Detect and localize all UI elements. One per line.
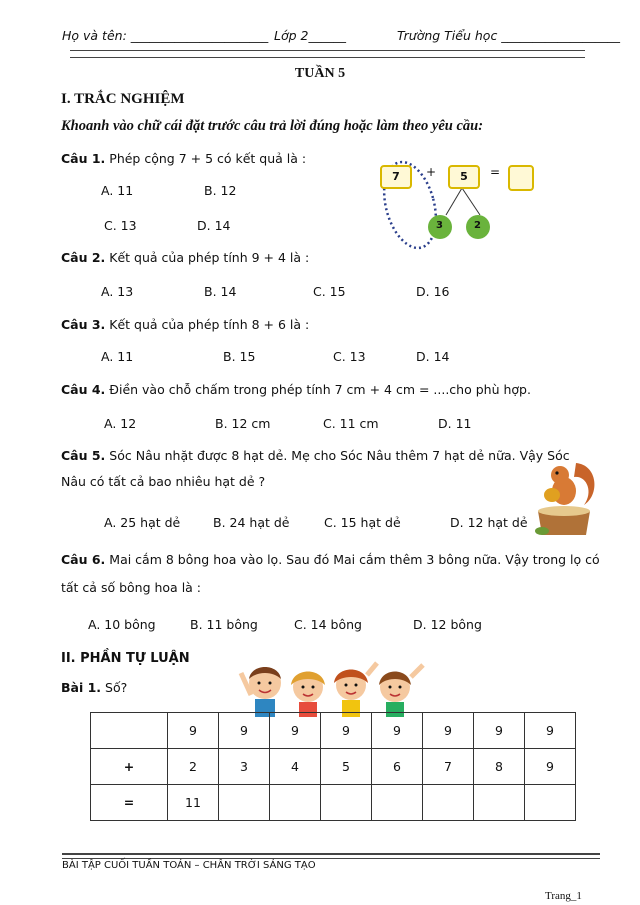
table-cell: 9 xyxy=(525,713,576,749)
section2-title: II. PHẦN TỰ LUẬN xyxy=(61,651,190,666)
equals-sign: = xyxy=(490,165,501,179)
answer-cell[interactable] xyxy=(270,785,321,821)
q6-option-d[interactable]: D. 12 bông xyxy=(413,617,482,632)
question-label: Câu 6. xyxy=(61,552,106,567)
plus-row-header: + xyxy=(91,749,168,785)
answer-cell[interactable] xyxy=(219,785,270,821)
answer-cell[interactable] xyxy=(474,785,525,821)
table-cell: 6 xyxy=(372,749,423,785)
class-field-label: Lớp 2______ xyxy=(273,28,346,43)
school-field-label: Trường Tiểu học ___________________ xyxy=(396,28,621,43)
plus-sign: + xyxy=(426,165,437,179)
question-text: Mai cắm 8 bông hoa vào lọ. Sau đó Mai cắm thêm 3 bông nữa. Vậy trong lọ có xyxy=(105,552,600,567)
q5-option-d[interactable]: D. 12 hạt dẻ xyxy=(450,515,528,530)
table-cell: 2 xyxy=(168,749,219,785)
children-illustration xyxy=(233,655,433,717)
question-label: Câu 5. xyxy=(61,448,106,463)
table-cell: 3 xyxy=(219,749,270,785)
table-cell: 5 xyxy=(321,749,372,785)
q3-option-b[interactable]: B. 15 xyxy=(223,349,256,364)
question-text: Kết quả của phép tính 9 + 4 là : xyxy=(105,250,310,265)
split-circle-3: 3 xyxy=(436,220,443,231)
table-cell: 9 xyxy=(423,713,474,749)
q1-option-d[interactable]: D. 14 xyxy=(197,218,231,233)
page-number: Trang_1 xyxy=(545,890,582,902)
q2-option-d[interactable]: D. 16 xyxy=(416,284,450,299)
q2-option-c[interactable]: C. 15 xyxy=(313,284,346,299)
addend-box-5: 5 xyxy=(448,165,480,189)
table-cell: 8 xyxy=(474,749,525,785)
answer-cell[interactable]: 11 xyxy=(168,785,219,821)
question-label: Câu 2. xyxy=(61,250,106,265)
squirrel-illustration xyxy=(528,455,600,537)
q6-option-c[interactable]: C. 14 bông xyxy=(294,617,362,632)
q5-option-b[interactable]: B. 24 hạt dẻ xyxy=(213,515,290,530)
table-cell: 9 xyxy=(168,713,219,749)
question-5 xyxy=(61,448,570,463)
answer-cell[interactable] xyxy=(423,785,474,821)
footer-text: BÀI TẬP CUỐI TUẦN TOÁN – CHÂN TRỜI SÁNG TẠO xyxy=(62,860,316,871)
bai1-label: Bài 1. xyxy=(61,680,102,695)
answer-cell[interactable] xyxy=(525,785,576,821)
footer-divider xyxy=(62,853,600,859)
q5-option-c[interactable]: C. 15 hạt dẻ xyxy=(324,515,401,530)
question-3 xyxy=(61,317,309,332)
table-cell: 9 xyxy=(525,749,576,785)
q1-option-b[interactable]: B. 12 xyxy=(204,183,237,198)
split-circle-2: 2 xyxy=(474,220,481,231)
addition-table xyxy=(90,712,576,821)
header-divider xyxy=(70,50,585,58)
question-6-line2: tất cả số bông hoa là : xyxy=(61,580,202,595)
q2-option-a[interactable]: A. 13 xyxy=(101,284,134,299)
answer-cell[interactable] xyxy=(321,785,372,821)
table-cell: 9 xyxy=(219,713,270,749)
q1-option-c[interactable]: C. 13 xyxy=(104,218,137,233)
q4-option-a[interactable]: A. 12 xyxy=(104,416,137,431)
q2-option-b[interactable]: B. 14 xyxy=(204,284,237,299)
table-cell: 7 xyxy=(423,749,474,785)
table-cell: 9 xyxy=(372,713,423,749)
section1-title: I. TRẮC NGHIỆM xyxy=(61,91,185,107)
q6-option-a[interactable]: A. 10 bông xyxy=(88,617,156,632)
q6-option-b[interactable]: B. 11 bông xyxy=(190,617,258,632)
table-row xyxy=(91,785,576,821)
addend-box-7: 7 xyxy=(380,165,412,189)
table-row xyxy=(91,713,576,749)
question-label: Câu 3. xyxy=(61,317,106,332)
table-cell: 9 xyxy=(474,713,525,749)
addition-split-diagram xyxy=(380,155,540,250)
bai1-heading xyxy=(61,680,127,695)
question-5-line2: Nâu có tất cả bao nhiêu hạt dẻ ? xyxy=(61,474,266,489)
question-text: Sóc Nâu nhặt được 8 hạt dẻ. Mẹ cho Sóc Nâu thêm 7 hạt dẻ nữa. Vậy Sóc xyxy=(105,448,570,463)
question-1 xyxy=(61,151,306,166)
q5-option-a[interactable]: A. 25 hạt dẻ xyxy=(104,515,181,530)
q4-option-d[interactable]: D. 11 xyxy=(438,416,472,431)
equals-row-header: = xyxy=(91,785,168,821)
q4-option-b[interactable]: B. 12 cm xyxy=(215,416,271,431)
answer-cell[interactable] xyxy=(372,785,423,821)
answer-box[interactable] xyxy=(508,165,534,191)
question-text: Phép cộng 7 + 5 có kết quả là : xyxy=(105,151,307,166)
q3-option-c[interactable]: C. 13 xyxy=(333,349,366,364)
name-field-label: Họ và tên: ______________________ xyxy=(62,28,269,43)
question-4 xyxy=(61,382,531,397)
q4-option-c[interactable]: C. 11 cm xyxy=(323,416,379,431)
bai1-text: Số? xyxy=(101,680,128,695)
week-title: TUẦN 5 xyxy=(294,66,346,81)
question-text: Kết quả của phép tính 8 + 6 là : xyxy=(105,317,310,332)
question-text: Điền vào chỗ chấm trong phép tính 7 cm + 4 cm = ....cho phù hợp. xyxy=(105,382,531,397)
q1-option-a[interactable]: A. 11 xyxy=(101,183,134,198)
table-cell xyxy=(91,713,168,749)
question-6 xyxy=(61,552,600,567)
table-cell: 9 xyxy=(270,713,321,749)
question-label: Câu 4. xyxy=(61,382,106,397)
student-info-header xyxy=(62,28,621,43)
q3-option-a[interactable]: A. 11 xyxy=(101,349,134,364)
question-label: Câu 1. xyxy=(61,151,106,166)
table-row xyxy=(91,749,576,785)
question-2 xyxy=(61,250,309,265)
table-cell: 4 xyxy=(270,749,321,785)
section1-instruction: Khoanh vào chữ cái đặt trước câu trả lời đúng hoặc làm theo yêu cầu: xyxy=(61,118,484,134)
table-cell: 9 xyxy=(321,713,372,749)
q3-option-d[interactable]: D. 14 xyxy=(416,349,450,364)
